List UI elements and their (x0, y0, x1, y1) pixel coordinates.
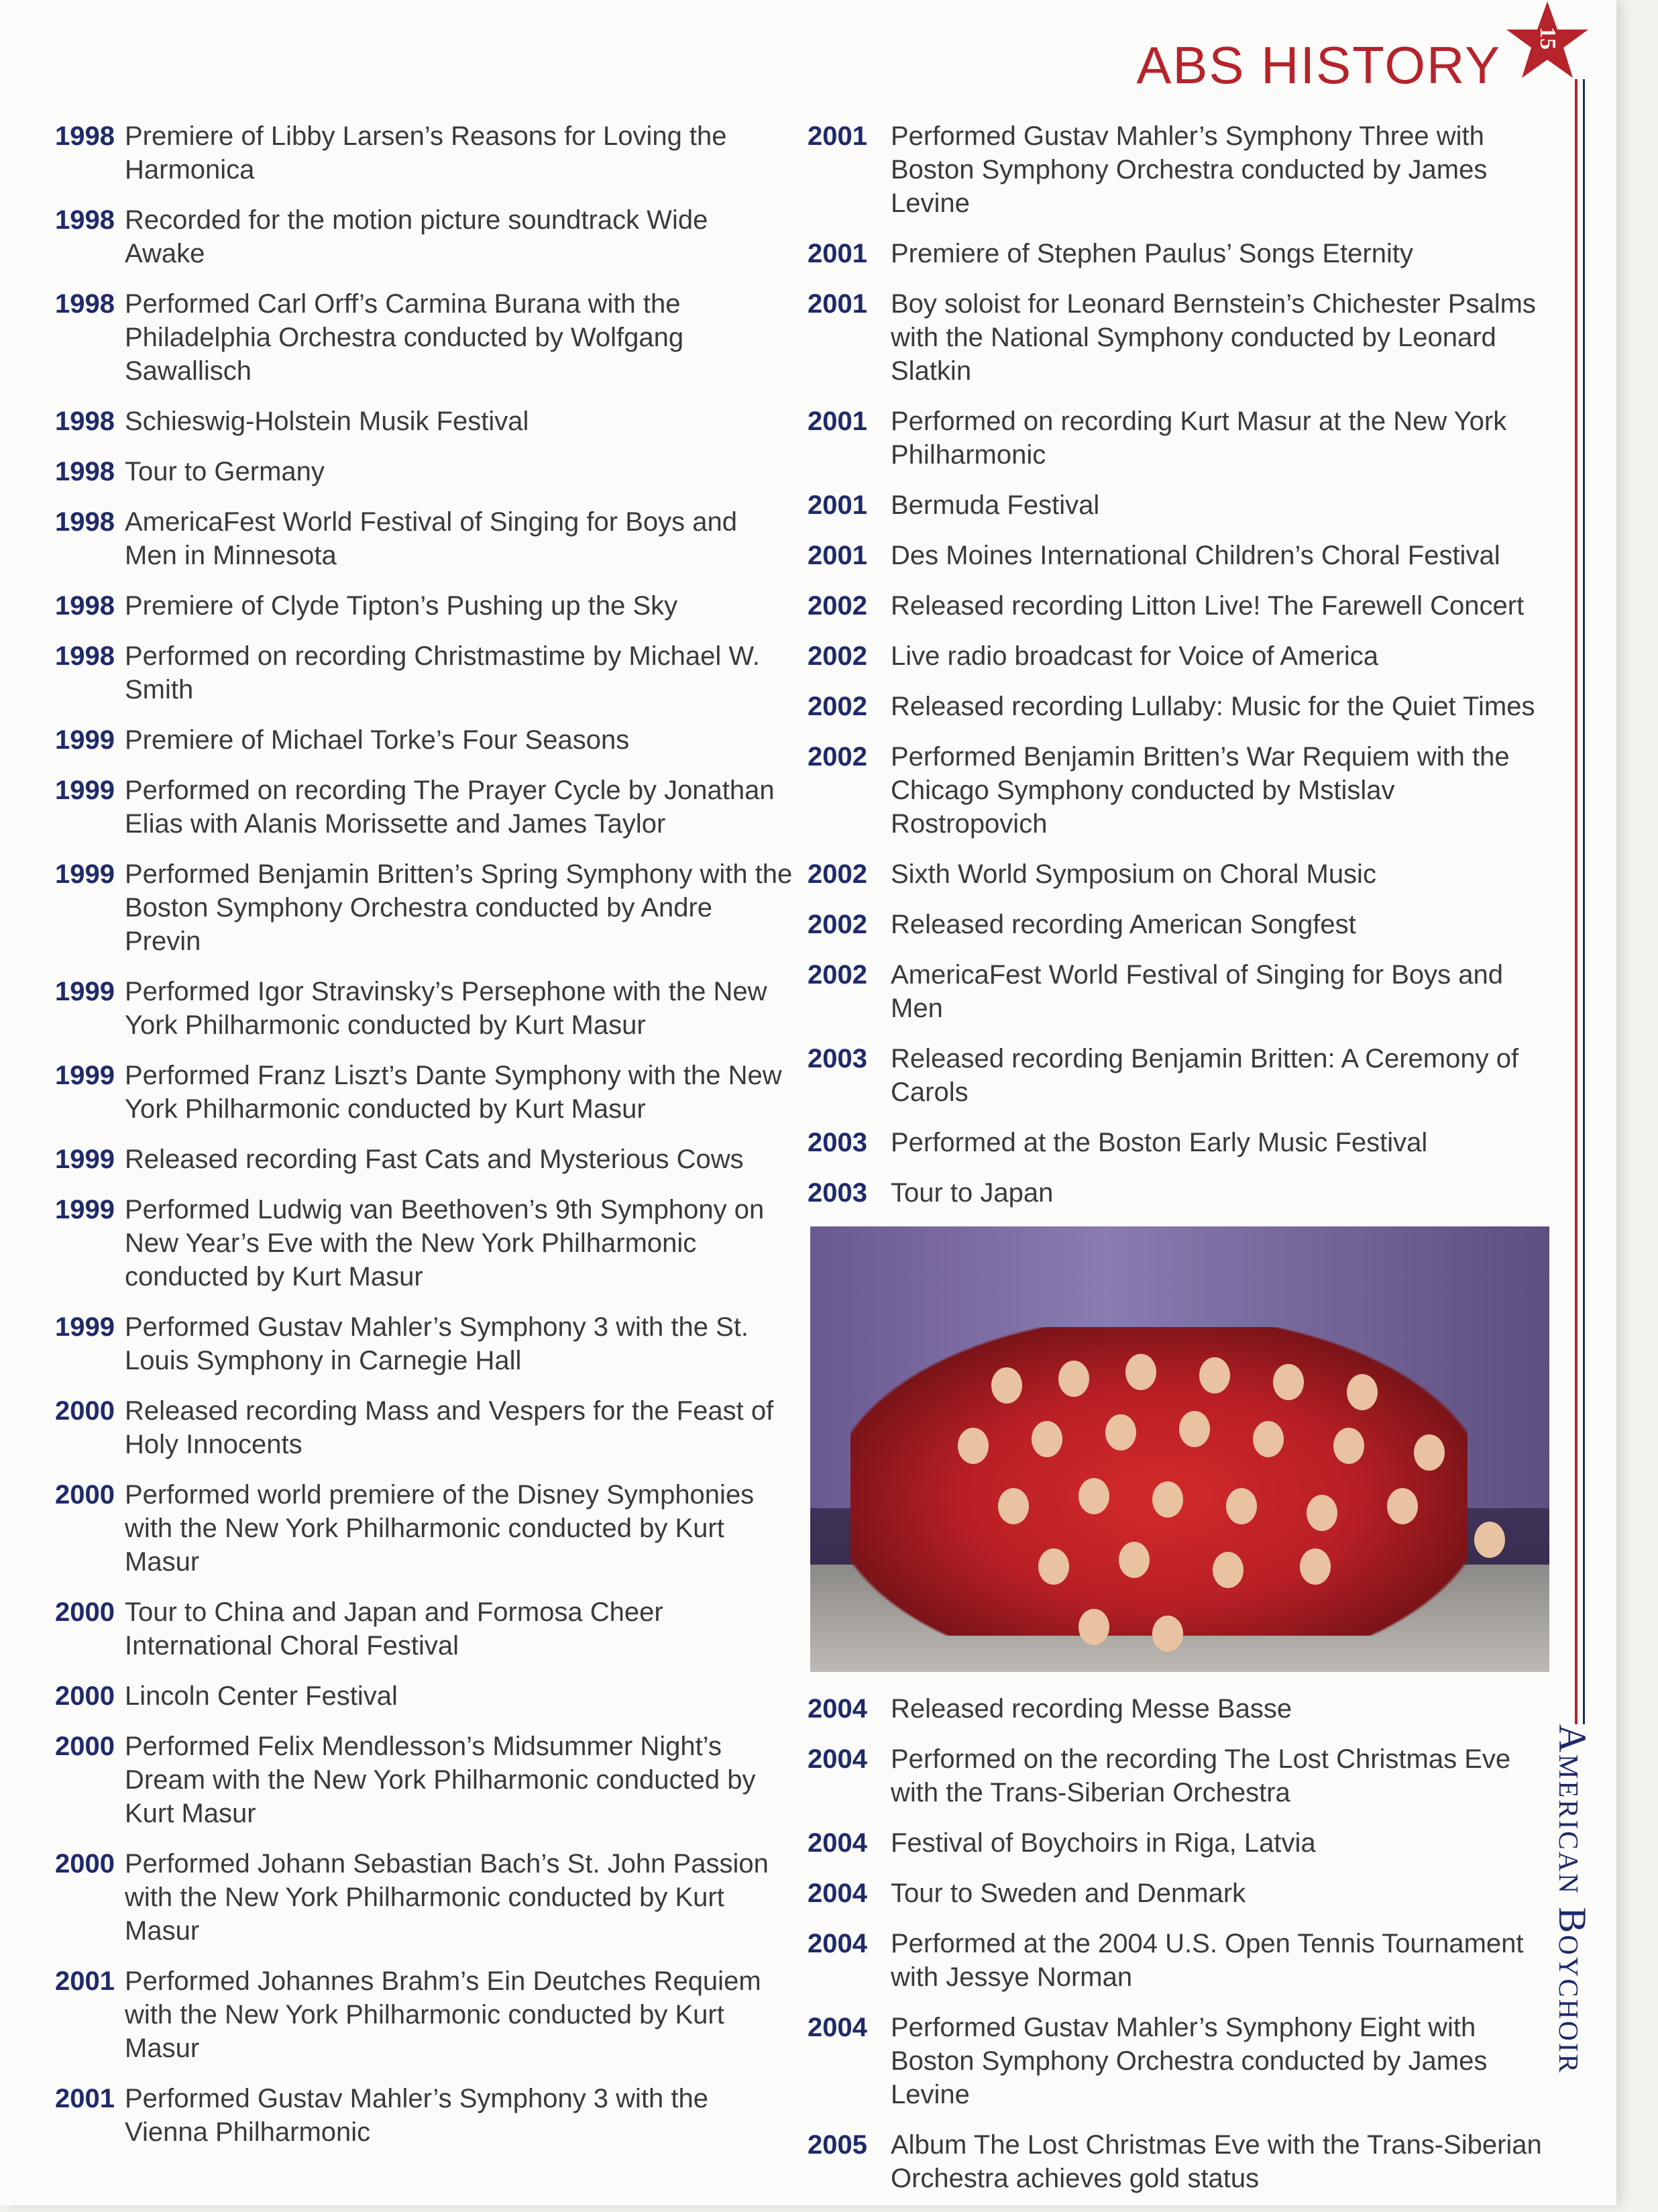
entry-year: 2000 (55, 1597, 115, 1627)
entry-year: 2000 (55, 1732, 115, 1761)
timeline-entry (55, 1964, 793, 2065)
entry-text: Tour to Sweden and Denmark (891, 1879, 1246, 1908)
timeline-entry (808, 287, 1552, 388)
timeline-entry (55, 1310, 793, 1377)
photo-face (1105, 1414, 1136, 1451)
entry-text: Premiere of Libby Larsen’s Reasons for Loving the Harmonica (125, 121, 727, 185)
entry-text: Released recording Benjamin Britten: A Ceremony of Carols (891, 1044, 1519, 1107)
entry-year: 1998 (55, 121, 115, 151)
entry-year: 2000 (55, 1480, 115, 1510)
timeline-entry (808, 2128, 1552, 2195)
entry-year: 1998 (55, 591, 115, 621)
entry-year: 2005 (808, 2130, 867, 2160)
photo-face (1032, 1421, 1062, 1457)
timeline-entry (808, 690, 1552, 723)
entry-text: Performed Igor Stravinsky’s Persephone with the New York Philharmonic conducted by Kurt Masur (125, 977, 767, 1040)
entry-year: 2002 (808, 591, 867, 621)
timeline-entry (55, 2082, 793, 2149)
right-column-top (808, 119, 1552, 1210)
choir-photo (810, 1226, 1549, 1672)
timeline-entry (808, 639, 1552, 673)
photo-face (1152, 1616, 1183, 1652)
entry-year: 1998 (55, 457, 115, 486)
entry-year: 2001 (808, 289, 867, 319)
entry-text: Performed Benjamin Britten’s Spring Symphony with the Boston Symphony Orchestra conducted by Andre Previn (125, 859, 793, 956)
entry-text: Bermuda Festival (891, 490, 1100, 520)
page-number: 15 (1535, 27, 1560, 50)
timeline-entry (55, 287, 793, 388)
timeline-entry (808, 1126, 1552, 1159)
right-column-bottom (808, 1692, 1552, 2195)
entry-year: 2003 (808, 1178, 867, 1208)
timeline-entry (55, 1193, 793, 1294)
timeline-entry (808, 1877, 1552, 1910)
photo-face (1199, 1357, 1230, 1393)
entry-text: Boy soloist for Leonard Bernstein’s Chichester Psalms with the National Symphony conducted by Leonard Slatkin (891, 289, 1536, 386)
entry-year: 2003 (808, 1044, 867, 1073)
entry-year: 2004 (808, 1744, 867, 1774)
entry-year: 2002 (808, 692, 867, 721)
photo-face (1307, 1495, 1337, 1531)
entry-text: Released recording American Songfest (891, 910, 1356, 939)
entry-text: Performed Felix Mendlesson’s Midsummer Night’s Dream with the New York Philharmonic conducted by Kurt Masur (125, 1732, 756, 1828)
timeline-entry (808, 1042, 1552, 1109)
entry-year: 2000 (55, 1849, 115, 1879)
section-title: ABS HISTORY (1136, 36, 1501, 95)
timeline-entry (55, 1679, 793, 1713)
timeline-entry (55, 723, 793, 757)
entry-text: Premiere of Clyde Tipton’s Pushing up the Sky (125, 591, 678, 621)
entry-text: Released recording Litton Live! The Farewell Concert (891, 591, 1525, 621)
photo-face (1273, 1364, 1304, 1400)
timeline-entry (55, 1730, 793, 1830)
entry-year: 2001 (808, 239, 867, 268)
entry-text: Performed on the recording The Lost Christmas Eve with the Trans-Siberian Orchestra (891, 1744, 1511, 1807)
entry-year: 2002 (808, 910, 867, 939)
entry-year: 1999 (55, 1312, 115, 1342)
timeline-entry (808, 589, 1552, 623)
timeline-entry (55, 505, 793, 572)
entry-text: Released recording Mass and Vespers for the Feast of Holy Innocents (125, 1396, 774, 1459)
timeline-entry (55, 1143, 793, 1176)
photo-face (1347, 1374, 1378, 1410)
timeline-entry (808, 2011, 1552, 2111)
entry-text: Lincoln Center Festival (125, 1681, 398, 1711)
entry-year: 1998 (55, 407, 115, 436)
entry-year: 1998 (55, 205, 115, 235)
entry-year: 2004 (808, 2013, 867, 2042)
entry-year: 2002 (808, 960, 867, 990)
entry-year: 2001 (808, 121, 867, 151)
entry-text: Performed Benjamin Britten’s War Requiem with the Chicago Symphony conducted by Mstislav Rostropovich (891, 742, 1510, 839)
entry-year: 2001 (808, 407, 867, 436)
timeline-entry (55, 455, 793, 488)
photo-face (1058, 1361, 1089, 1397)
photo-face (1119, 1542, 1150, 1578)
photo-face (1152, 1481, 1183, 1518)
entry-text: Performed Gustav Mahler’s Symphony 3 with the Vienna Philharmonic (125, 2084, 709, 2147)
entry-year: 2000 (55, 1396, 115, 1426)
timeline-entry (808, 958, 1552, 1025)
photo-face (1414, 1434, 1445, 1471)
entry-text: Schieswig-Holstein Musik Festival (125, 407, 529, 436)
entry-text: Sixth World Symposium on Choral Music (891, 859, 1376, 889)
entry-text: Performed Carl Orff’s Carmina Burana with the Philadelphia Orchestra conducted by Wolfgang Sawallisch (125, 289, 684, 386)
entry-text: Performed world premiere of the Disney Symphonies with the New York Philharmonic conducted by Kurt Masur (125, 1480, 755, 1577)
entry-text: Festival of Boychoirs in Riga, Latvia (891, 1828, 1316, 1858)
entry-year: 2001 (808, 490, 867, 520)
photo-face (1079, 1478, 1109, 1514)
entry-text: Released recording Messe Basse (891, 1694, 1292, 1724)
entry-year: 1998 (55, 507, 115, 537)
timeline-entry (808, 237, 1552, 270)
entry-text: Performed at the 2004 U.S. Open Tennis Tournament with Jessye Norman (891, 1929, 1524, 1992)
right-column (808, 119, 1552, 2212)
entry-text: Released recording Lullaby: Music for the Quiet Times (891, 692, 1535, 721)
timeline-entry (55, 975, 793, 1042)
entry-text: Performed Johann Sebastian Bach’s St. John Passion with the New York Philharmonic conducted by Kurt Masur (125, 1849, 769, 1946)
timeline-entry (55, 857, 793, 958)
timeline-entry (808, 1692, 1552, 1726)
entry-text: Performed at the Boston Early Music Festival (891, 1128, 1428, 1157)
entry-text: Premiere of Michael Torke’s Four Seasons (125, 725, 630, 755)
timeline-entry (55, 1394, 793, 1461)
entry-year: 1999 (55, 1061, 115, 1090)
entry-text: Tour to Japan (891, 1178, 1054, 1208)
timeline-entry (55, 639, 793, 706)
entry-year: 2001 (55, 2084, 115, 2113)
entry-year: 2004 (808, 1929, 867, 1958)
timeline-entry (808, 1927, 1552, 1994)
photo-face (1226, 1488, 1257, 1524)
timeline-entry (808, 119, 1552, 220)
entry-text: Tour to Germany (125, 457, 325, 486)
timeline-entry (55, 774, 793, 841)
timeline-entry (808, 1826, 1552, 1860)
entry-year: 1998 (55, 641, 115, 671)
timeline-entry (808, 857, 1552, 891)
entry-year: 1999 (55, 859, 115, 889)
entry-year: 1999 (55, 1145, 115, 1174)
side-label (1544, 1724, 1602, 2167)
photo-face (1333, 1428, 1364, 1464)
photo-face (998, 1488, 1029, 1524)
entry-text: Premiere of Stephen Paulus’ Songs Eternity (891, 239, 1413, 268)
photo-face (1387, 1488, 1418, 1524)
entry-year: 2004 (808, 1879, 867, 1908)
entry-text: Performed Johannes Brahm’s Ein Deutches Requiem with the New York Philharmonic conducted by Kurt Masur (125, 1966, 761, 2063)
timeline-entry (808, 405, 1552, 472)
entry-year: 2002 (808, 641, 867, 671)
timeline-entry (55, 119, 793, 187)
timeline-entry (55, 1478, 793, 1579)
timeline-entry (808, 1742, 1552, 1809)
timeline-entry (808, 1176, 1552, 1210)
entry-year: 1999 (55, 776, 115, 805)
timeline-entry (55, 1847, 793, 1948)
entry-text: Recorded for the motion picture soundtrack Wide Awake (125, 205, 708, 268)
entry-year: 2000 (55, 1681, 115, 1711)
entry-text: Performed Franz Liszt’s Dante Symphony with the New York Philharmonic conducted by Kurt Masur (125, 1061, 782, 1124)
photo-face (958, 1428, 989, 1464)
photo-face (1038, 1548, 1069, 1585)
entry-text: AmericaFest World Festival of Singing for Boys and Men in Minnesota (125, 507, 737, 570)
photo-face (1300, 1548, 1331, 1585)
entry-text: AmericaFest World Festival of Singing for Boys and Men (891, 960, 1503, 1023)
entry-text: Tour to China and Japan and Formosa Cheer International Choral Festival (125, 1597, 663, 1661)
entry-year: 2002 (808, 859, 867, 889)
timeline-entry (808, 740, 1552, 841)
entry-text: Performed Gustav Mahler’s Symphony 3 with the St. Louis Symphony in Carnegie Hall (125, 1312, 749, 1375)
side-label-text: American Boychoir (1551, 1724, 1595, 2074)
entry-year: 1998 (55, 289, 115, 319)
entry-year: 1999 (55, 725, 115, 755)
entry-text: Released recording Fast Cats and Mysterious Cows (125, 1145, 744, 1174)
entry-text: Performed on recording Christmastime by Michael W. Smith (125, 641, 760, 704)
entry-text: Performed Ludwig van Beethoven’s 9th Symphony on New Year’s Eve with the New York Philharmonic conducted by Kurt Masur (125, 1195, 765, 1292)
timeline-entry (808, 908, 1552, 941)
entry-text: Performed Gustav Mahler’s Symphony Three with Boston Symphony Orchestra conducted by James Levine (891, 121, 1488, 218)
entry-text: Performed on recording Kurt Masur at the New York Philharmonic (891, 407, 1507, 470)
photo-face (991, 1367, 1022, 1404)
timeline-entry (55, 203, 793, 270)
timeline-entry (55, 589, 793, 623)
entry-text: Performed on recording The Prayer Cycle by Jonathan Elias with Alanis Morissette and James Taylor (125, 776, 775, 839)
entry-year: 1999 (55, 977, 115, 1006)
photo-face (1179, 1411, 1210, 1447)
photo-face (1125, 1354, 1156, 1390)
entry-year: 2003 (808, 1128, 867, 1157)
timeline-entry (808, 539, 1552, 572)
photo-choir-group (850, 1327, 1468, 1636)
entry-text: Des Moines International Children’s Choral Festival (891, 541, 1500, 570)
entry-text: Live radio broadcast for Voice of America (891, 641, 1379, 671)
entry-text: Album The Lost Christmas Eve with the Trans-Siberian Orchestra achieves gold status (891, 2130, 1542, 2193)
entry-year: 2002 (808, 742, 867, 772)
timeline-entry (55, 1059, 793, 1126)
left-column (55, 119, 793, 2166)
timeline-entry (808, 488, 1552, 522)
entry-year: 2001 (55, 1966, 115, 1996)
entry-text: Performed Gustav Mahler’s Symphony Eight with Boston Symphony Orchestra conducted by James Levine (891, 2013, 1488, 2109)
entry-year: 2001 (808, 541, 867, 570)
photo-face (1079, 1609, 1109, 1645)
photo-face (1213, 1552, 1244, 1588)
entry-year: 2004 (808, 1828, 867, 1858)
timeline-entry (55, 405, 793, 438)
entry-year: 1999 (55, 1195, 115, 1224)
photo-face (1474, 1522, 1505, 1558)
timeline-entry (55, 1595, 793, 1663)
photo-face (1253, 1421, 1284, 1457)
entry-year: 2004 (808, 1694, 867, 1724)
